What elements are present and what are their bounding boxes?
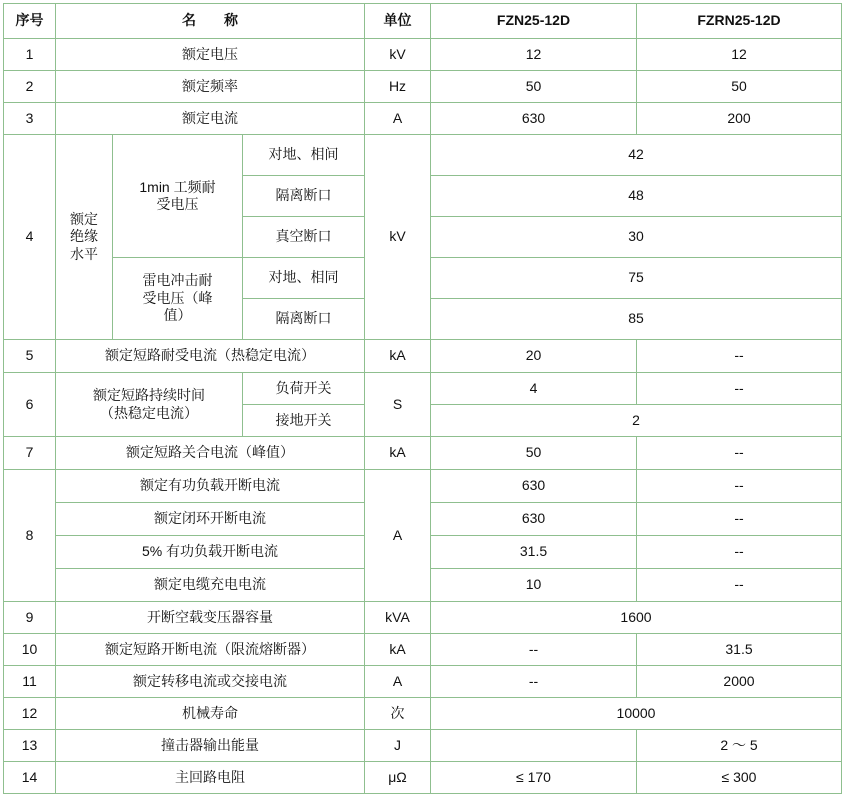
row-value-a: -- bbox=[431, 666, 637, 698]
table-row bbox=[4, 437, 842, 470]
insulation-title-l1: 额定 bbox=[70, 210, 98, 227]
row-value-b: 2000 bbox=[637, 666, 842, 698]
table-row bbox=[4, 730, 842, 762]
breaking-item-label: 额定闭环开断电流 bbox=[56, 503, 365, 536]
table-row-duration bbox=[4, 373, 842, 405]
duration-item-label: 负荷开关 bbox=[243, 373, 365, 405]
row-unit: kA bbox=[365, 437, 431, 470]
row-no: 6 bbox=[4, 373, 56, 437]
row-unit: A bbox=[365, 470, 431, 602]
header-model-b: FZRN25-12D bbox=[637, 4, 842, 39]
row-value-b: ≤ 300 bbox=[637, 762, 842, 794]
row-value-a bbox=[431, 730, 637, 762]
row-no: 3 bbox=[4, 103, 56, 135]
row-value-b: 200 bbox=[637, 103, 842, 135]
insulation-item-value: 75 bbox=[431, 258, 842, 299]
insulation-item-label: 对地、相同 bbox=[243, 258, 365, 299]
insulation-item-value: 42 bbox=[431, 135, 842, 176]
duration-value-a: 4 bbox=[431, 373, 637, 405]
insulation-item-label: 真空断口 bbox=[243, 217, 365, 258]
breaking-value-a: 10 bbox=[431, 569, 637, 602]
insulation-item-value: 85 bbox=[431, 299, 842, 340]
table-row-breaking bbox=[4, 470, 842, 503]
insulation-item-value: 48 bbox=[431, 176, 842, 217]
row-no: 7 bbox=[4, 437, 56, 470]
row-unit: J bbox=[365, 730, 431, 762]
row-name: 额定频率 bbox=[56, 71, 365, 103]
row-no: 14 bbox=[4, 762, 56, 794]
row-value-a: 20 bbox=[431, 340, 637, 373]
row-value-a: 50 bbox=[431, 437, 637, 470]
duration-value-span: 2 bbox=[431, 405, 842, 437]
row-unit: Hz bbox=[365, 71, 431, 103]
impulse-label: 雷电冲击耐 受电压（峰 值） bbox=[113, 258, 243, 340]
row-no: 2 bbox=[4, 71, 56, 103]
row-value-a: 50 bbox=[431, 71, 637, 103]
row-unit: A bbox=[365, 103, 431, 135]
row-no: 9 bbox=[4, 602, 56, 634]
duration-group-name: 额定短路持续时间 （热稳定电流） bbox=[56, 373, 243, 437]
breaking-value-a: 630 bbox=[431, 470, 637, 503]
table-row bbox=[4, 103, 842, 135]
row-unit: kV bbox=[365, 39, 431, 71]
insulation-item-label: 对地、相间 bbox=[243, 135, 365, 176]
header-no: 序号 bbox=[4, 4, 56, 39]
row-unit: A bbox=[365, 666, 431, 698]
row-no: 11 bbox=[4, 666, 56, 698]
row-no: 10 bbox=[4, 634, 56, 666]
specification-table bbox=[3, 3, 842, 794]
insulation-title-l3: 水平 bbox=[70, 245, 98, 262]
breaking-value-b: -- bbox=[637, 470, 842, 503]
row-name: 额定短路关合电流（峰值） bbox=[56, 437, 365, 470]
row-value-a: 12 bbox=[431, 39, 637, 71]
row-value-b: 50 bbox=[637, 71, 842, 103]
duration-item-label: 接地开关 bbox=[243, 405, 365, 437]
table-row bbox=[4, 666, 842, 698]
row-name: 机械寿命 bbox=[56, 698, 365, 730]
row-value-b: 31.5 bbox=[637, 634, 842, 666]
row-name: 主回路电阻 bbox=[56, 762, 365, 794]
insulation-item-value: 30 bbox=[431, 217, 842, 258]
row-no: 13 bbox=[4, 730, 56, 762]
power-frequency-label: 1min 工频耐 受电压 bbox=[113, 135, 243, 258]
duration-value-b: -- bbox=[637, 373, 842, 405]
spec-sheet bbox=[0, 3, 844, 792]
row-value-b: -- bbox=[637, 340, 842, 373]
row-value-b: 2 ～ 5 bbox=[637, 730, 842, 762]
table-header-row bbox=[4, 4, 842, 39]
table-row bbox=[4, 698, 842, 730]
row-unit: kA bbox=[365, 340, 431, 373]
row-no: 5 bbox=[4, 340, 56, 373]
breaking-item-label: 5% 有功负载开断电流 bbox=[56, 536, 365, 569]
row-name: 额定电流 bbox=[56, 103, 365, 135]
row-name: 开断空载变压器容量 bbox=[56, 602, 365, 634]
row-name: 额定短路开断电流（限流熔断器） bbox=[56, 634, 365, 666]
header-model-a: FZN25-12D bbox=[431, 4, 637, 39]
row-value-a: ≤ 170 bbox=[431, 762, 637, 794]
table-row bbox=[4, 634, 842, 666]
table-row-insulation bbox=[4, 135, 842, 176]
row-value-span: 1600 bbox=[431, 602, 842, 634]
row-value-b: -- bbox=[637, 437, 842, 470]
breaking-value-a: 630 bbox=[431, 503, 637, 536]
row-unit: μΩ bbox=[365, 762, 431, 794]
header-name: 名 称 bbox=[56, 4, 365, 39]
table-row bbox=[4, 340, 842, 373]
breaking-value-b: -- bbox=[637, 503, 842, 536]
row-value-a: -- bbox=[431, 634, 637, 666]
row-no: 8 bbox=[4, 470, 56, 602]
table-row bbox=[4, 39, 842, 71]
breaking-value-b: -- bbox=[637, 536, 842, 569]
row-unit: kVA bbox=[365, 602, 431, 634]
breaking-item-label: 额定有功负载开断电流 bbox=[56, 470, 365, 503]
row-name: 额定短路耐受电流（热稳定电流） bbox=[56, 340, 365, 373]
header-unit: 单位 bbox=[365, 4, 431, 39]
row-name: 额定转移电流或交接电流 bbox=[56, 666, 365, 698]
table-row bbox=[4, 71, 842, 103]
breaking-value-a: 31.5 bbox=[431, 536, 637, 569]
row-unit: kA bbox=[365, 634, 431, 666]
row-value-b: 12 bbox=[637, 39, 842, 71]
row-unit: 次 bbox=[365, 698, 431, 730]
breaking-value-b: -- bbox=[637, 569, 842, 602]
insulation-title-l2: 绝缘 bbox=[70, 228, 98, 245]
table-row bbox=[4, 602, 842, 634]
insulation-item-label: 隔离断口 bbox=[243, 299, 365, 340]
row-value-span: 10000 bbox=[431, 698, 842, 730]
row-no: 1 bbox=[4, 39, 56, 71]
row-name: 额定电压 bbox=[56, 39, 365, 71]
breaking-item-label: 额定电缆充电电流 bbox=[56, 569, 365, 602]
insulation-item-label: 隔离断口 bbox=[243, 176, 365, 217]
row-unit: S bbox=[365, 373, 431, 437]
row-no: 4 bbox=[4, 135, 56, 340]
row-unit: kV bbox=[365, 135, 431, 340]
insulation-group-title bbox=[56, 135, 113, 340]
row-name: 撞击器输出能量 bbox=[56, 730, 365, 762]
row-no: 12 bbox=[4, 698, 56, 730]
row-value-a: 630 bbox=[431, 103, 637, 135]
